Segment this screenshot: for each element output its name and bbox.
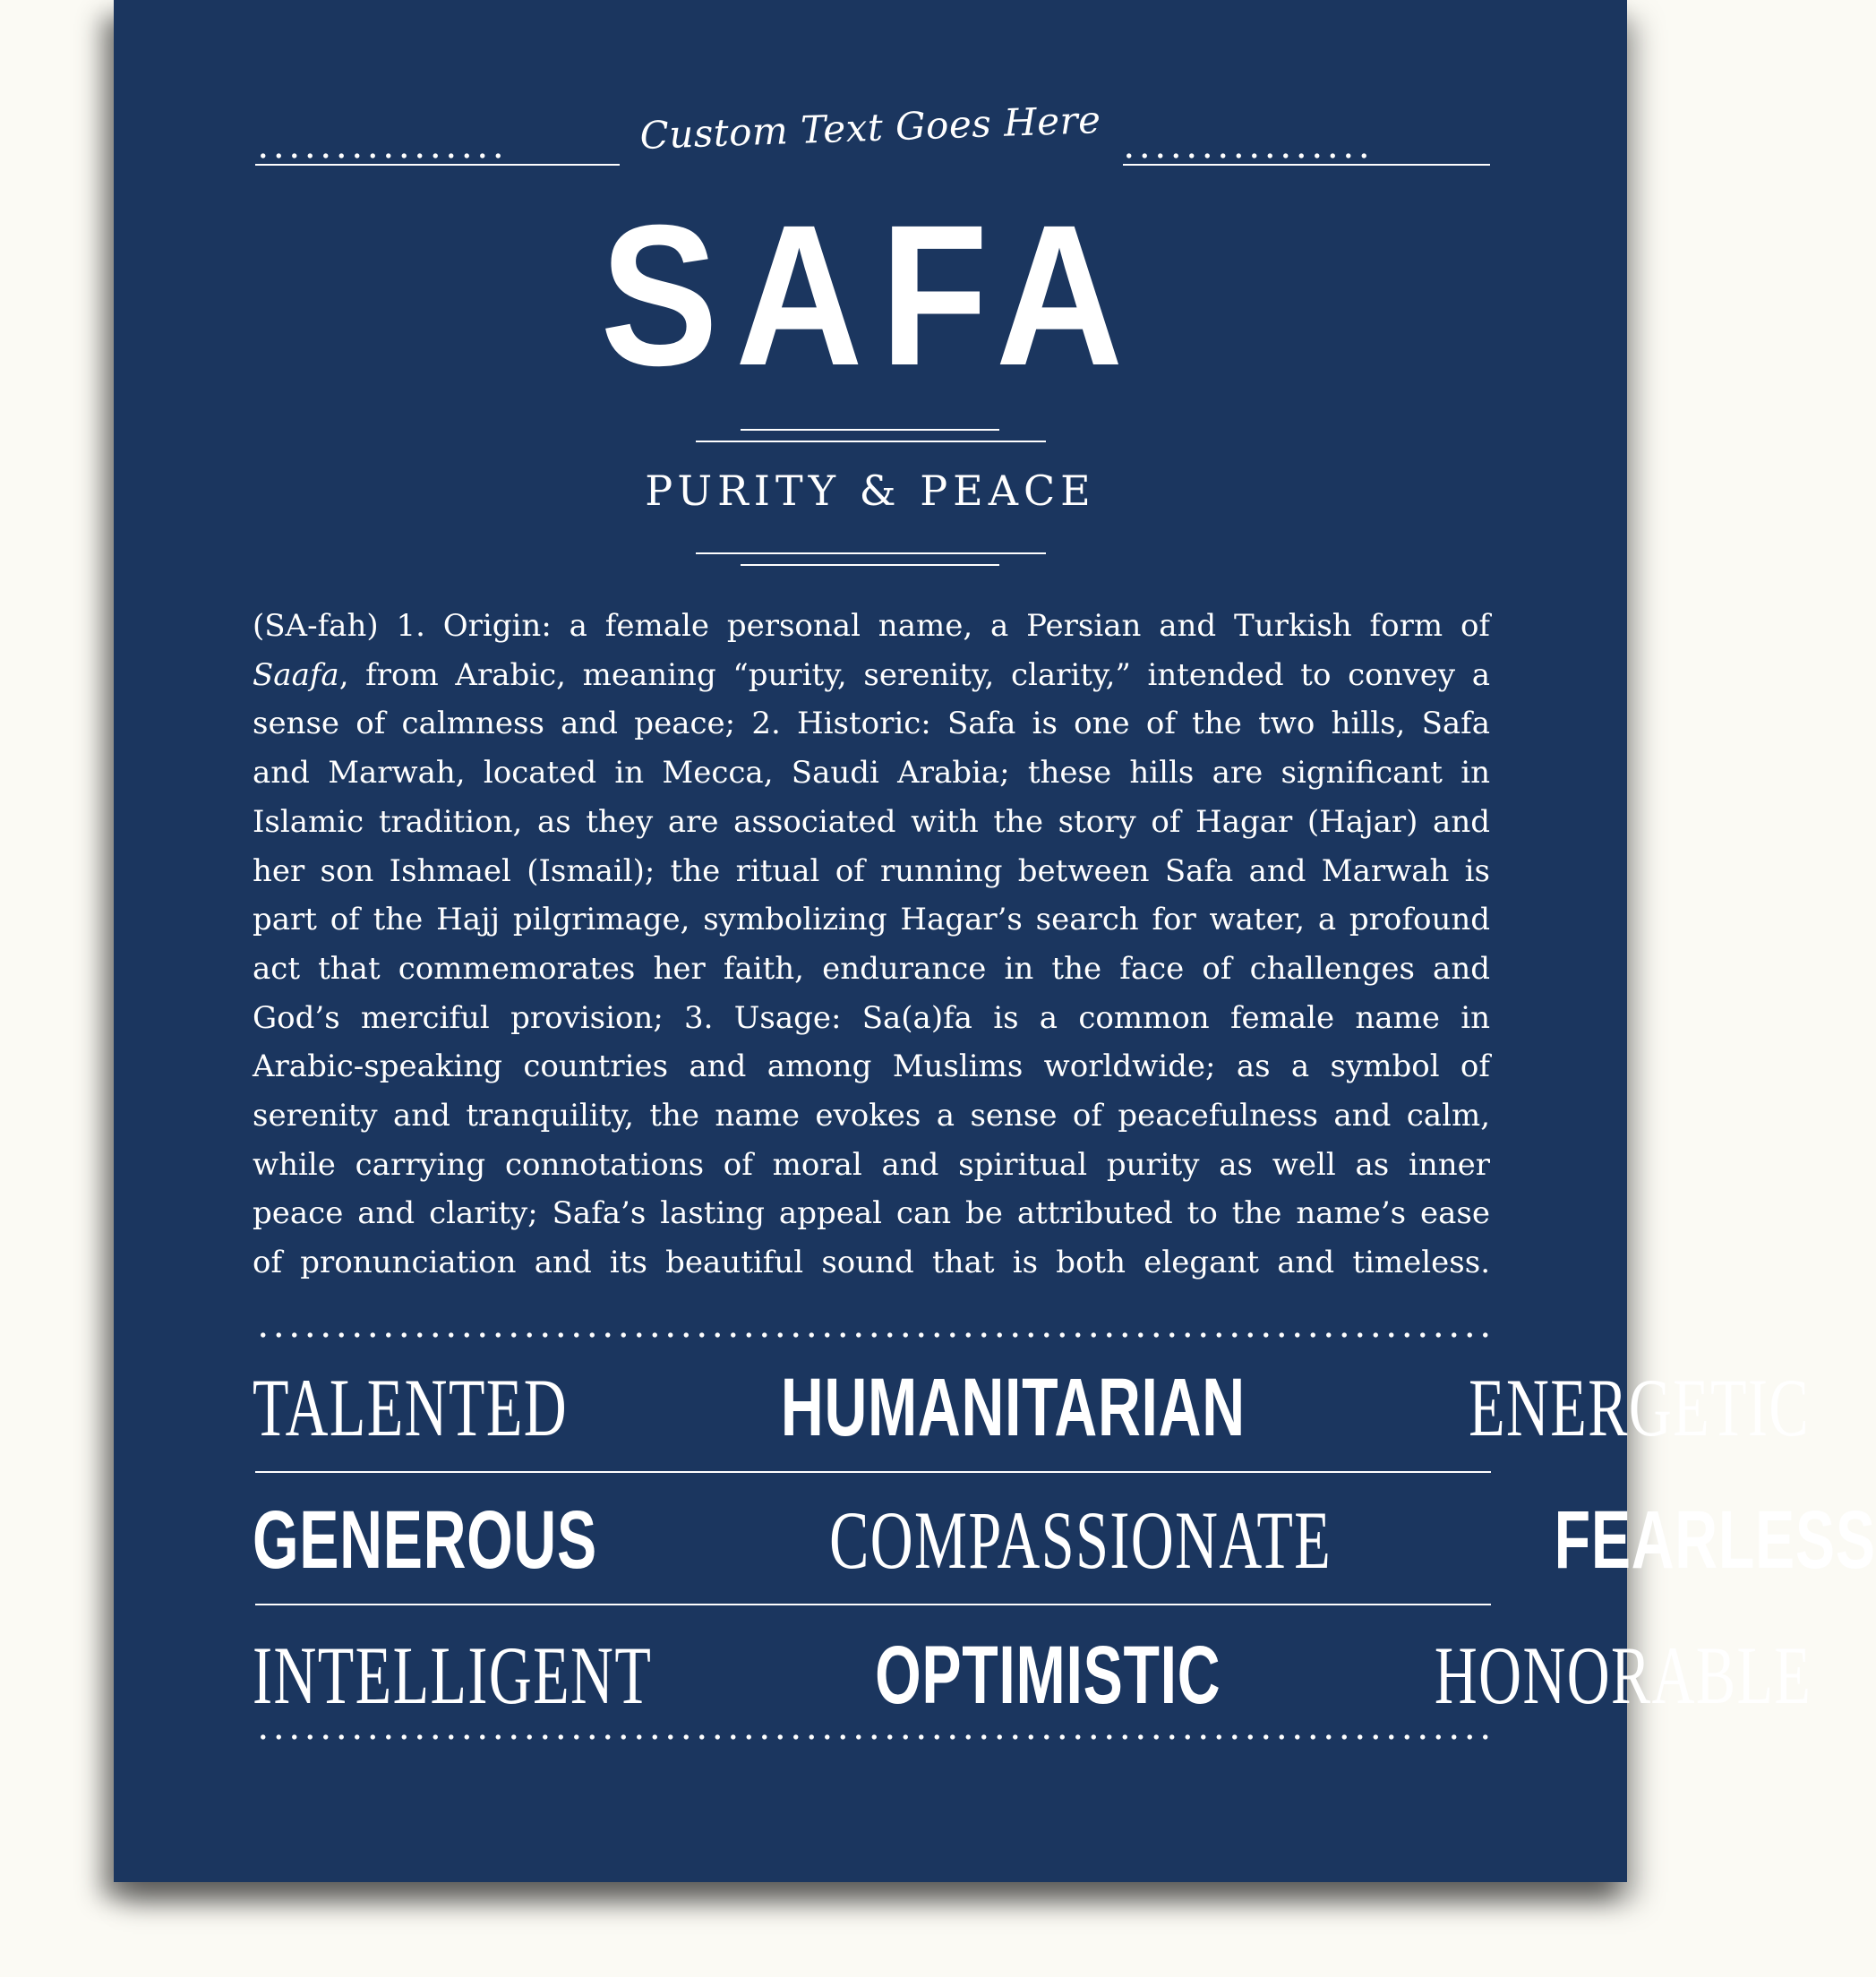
definition-line: sense of calmness and peace; 2. Historic: Safa is one of the two hills, Safa bbox=[253, 706, 1490, 742]
name-meaning: PURITY & PEACE bbox=[645, 466, 1096, 515]
top-right-underline bbox=[1123, 164, 1490, 166]
trait-row-2 bbox=[253, 1494, 1876, 1586]
trait-word: ENERGETIC bbox=[1468, 1362, 1810, 1453]
trait-row-3 bbox=[253, 1630, 1812, 1721]
trait-word: HUMANITARIAN bbox=[780, 1362, 1246, 1453]
definition-line: of pronunciation and its beautiful sound that is both elegant and timeless. bbox=[253, 1245, 1490, 1281]
meaning-bottom-rule-short bbox=[741, 564, 999, 566]
definition-line: God’s merciful provision; 3. Usage: Sa(a)fa is a common female name in bbox=[253, 999, 1490, 1036]
trait-divider bbox=[255, 1471, 1491, 1473]
definition-line: Islamic tradition, as they are associated with the story of Hagar (Hajar) and bbox=[253, 803, 1490, 840]
definition-line: and Marwah, located in Mecca, Saudi Arabia; these hills are significant in bbox=[253, 755, 1490, 792]
name-title: SAFA bbox=[600, 184, 1141, 407]
definition-line: peace and clarity; Safa’s lasting appeal can be attributed to the name’s ease bbox=[253, 1195, 1490, 1232]
traits-top-dotted-rule bbox=[255, 1332, 1491, 1338]
name-definition bbox=[253, 602, 1490, 1288]
trait-word: INTELLIGENT bbox=[253, 1630, 653, 1721]
definition-line: Saafa, from Arabic, meaning “purity, serenity, clarity,” intended to convey a bbox=[253, 656, 1490, 693]
name-poster bbox=[114, 0, 1876, 1882]
custom-text: Custom Text Goes Here bbox=[638, 98, 1102, 158]
trait-row-1 bbox=[253, 1362, 1810, 1453]
trait-divider bbox=[255, 1604, 1491, 1605]
definition-line: while carrying connotations of moral and spiritual purity as well as inner bbox=[253, 1146, 1490, 1183]
trait-word: FEARLESS bbox=[1554, 1494, 1876, 1586]
meaning-bottom-rule-long bbox=[696, 552, 1046, 554]
meaning-top-rule-long bbox=[696, 441, 1046, 442]
trait-word: OPTIMISTIC bbox=[874, 1630, 1221, 1721]
trait-word: GENEROUS bbox=[253, 1494, 597, 1586]
meaning-top-rule-short bbox=[741, 429, 999, 431]
top-right-dotted-rule bbox=[1121, 153, 1377, 158]
trait-word: HONORABLE bbox=[1435, 1630, 1812, 1721]
trait-word: TALENTED bbox=[253, 1362, 569, 1453]
definition-line: (SA-fah) 1. Origin: a female personal name, a Persian and Turkish form of bbox=[253, 608, 1490, 644]
definition-line: Arabic-speaking countries and among Muslims worldwide; as a symbol of bbox=[253, 1048, 1490, 1085]
definition-line: part of the Hajj pilgrimage, symbolizing Hagar’s search for water, a profound bbox=[253, 902, 1490, 938]
definition-line: serenity and tranquility, the name evokes a sense of peacefulness and calm, bbox=[253, 1098, 1490, 1134]
trait-word: COMPASSIONATE bbox=[828, 1494, 1332, 1586]
definition-line: act that commemorates her faith, endurance in the face of challenges and bbox=[253, 950, 1490, 987]
traits-bottom-dotted-rule bbox=[255, 1734, 1491, 1740]
italic-word: Saafa bbox=[253, 656, 339, 693]
definition-line: her son Ishmael (Ismail); the ritual of running between Safa and Marwah is bbox=[253, 852, 1490, 889]
